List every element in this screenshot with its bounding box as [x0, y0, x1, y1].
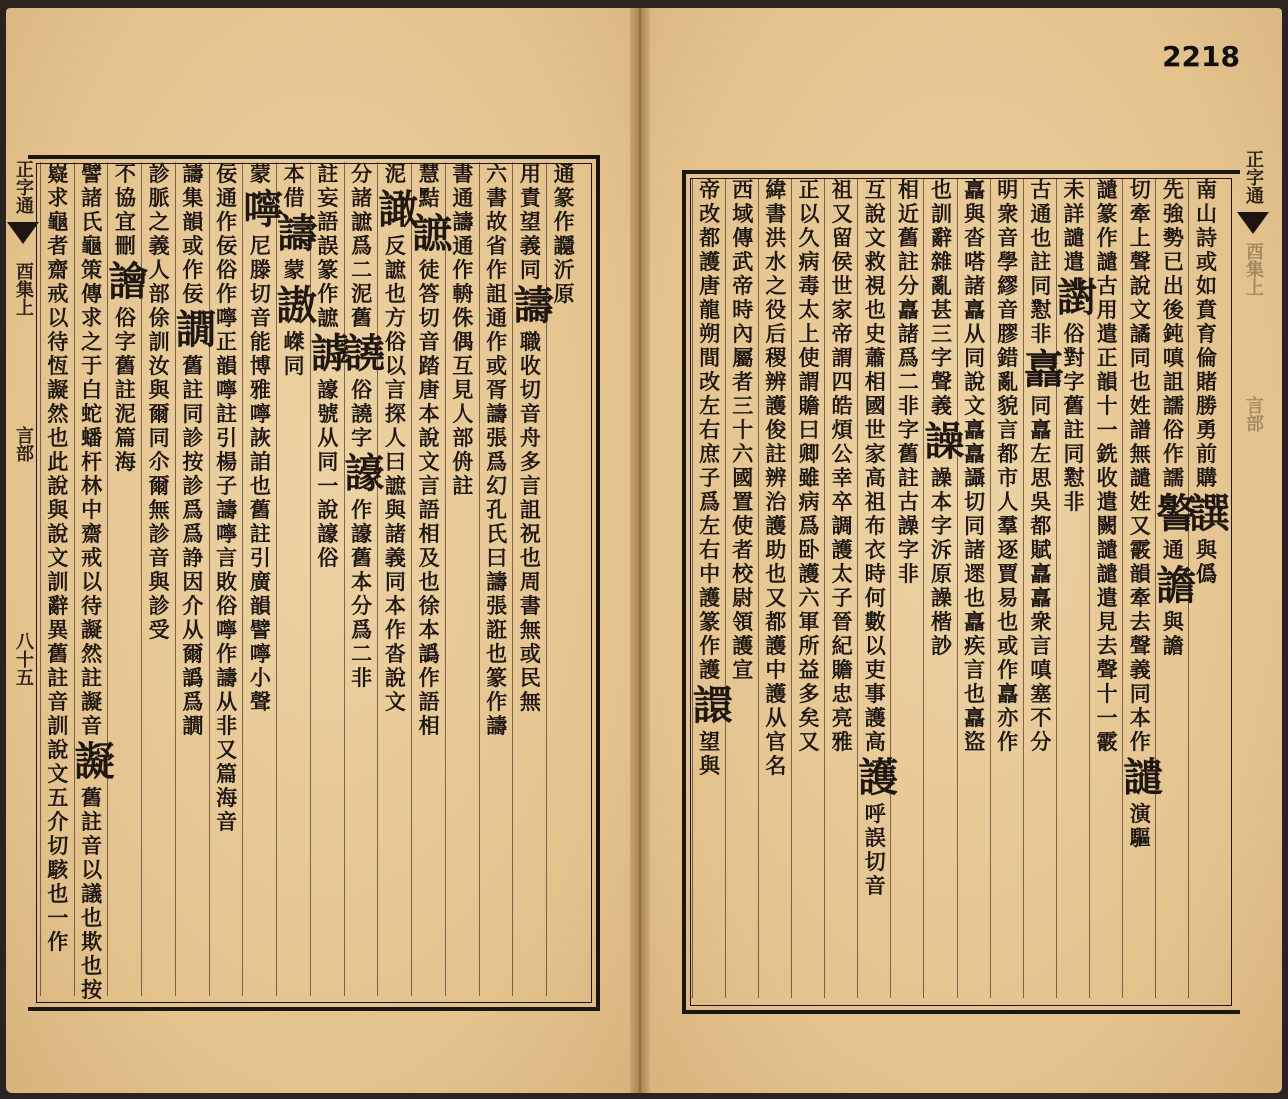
- text-run: 與 僞: [1195, 537, 1217, 586]
- text-run: 通 篆 作: [553, 161, 575, 234]
- left-text-column: [209, 162, 244, 996]
- text-run: 切 牽 上 聲 說 文 譎 同 也 姓 譜 無 譴 姓 又 霰 韻 牽 去 聲 義 同 本 作: [1129, 177, 1151, 754]
- text-run: 俗 字 舊 註 泥 篇 海: [114, 305, 136, 474]
- text-run: 泥: [384, 161, 406, 186]
- text-run: 本 借: [283, 161, 305, 210]
- text-run: 同 譶 左 思 吳 都 賦 譶 譶 衆 言 嗔 塞 不 分: [1030, 393, 1052, 754]
- right-text-column: [824, 178, 859, 998]
- text-run: 譸 集 韻 或 作 佞: [182, 161, 204, 306]
- text-run: 舊 註 音 以 議 也 欺 也 按: [81, 785, 103, 1002]
- headword: 譺: [74, 738, 115, 785]
- text-run: 相 近 舊 註 分 譶 諸 爲 二 非: [897, 177, 919, 418]
- folio-number: 2218: [1162, 40, 1240, 73]
- right-text-column: [791, 178, 826, 998]
- left-text-column: [479, 162, 514, 996]
- left-text-column: [512, 161, 554, 996]
- text-run: 讔: [553, 233, 575, 258]
- left-margin-column: [10, 160, 36, 686]
- left-margin-section: 酉集上: [13, 262, 34, 316]
- left-text-column: [107, 161, 149, 996]
- text-run: 或 胥 譸 張 爲 幻 孔 氏 曰 譸 張 誑 也 篆 作 譸: [486, 353, 508, 738]
- right-text-column: [1155, 177, 1197, 998]
- text-run: 不 協 宜 刪: [114, 161, 136, 258]
- text-run: 祖 又 留 侯 世 家 帝 謂 四 皓 煩 公 幸 卒 調 護 太 子 晉 紀 贍 忠 亮 雅: [831, 177, 853, 754]
- headword: 護: [858, 754, 899, 801]
- text-run: 俗 譊 字: [351, 377, 373, 450]
- headword: 譴: [1123, 754, 1164, 801]
- text-run: 人 部 俆 訓 汝 與 爾 同 尒 爾 無 診 音 與 診 受: [148, 257, 170, 642]
- text-run: 與 譫: [1162, 609, 1184, 658]
- right-fish-tail-mark: [1237, 212, 1269, 234]
- text-run: 南 山 詩 或 如 賁 育 倫 賭 勝 勇 前 購: [1195, 177, 1217, 490]
- text-run: 註 妄 語 誤 篆 作 謶: [317, 161, 339, 330]
- text-run: 書 通 譸 通 作 輈 侏 偶 互 見 人 部 侜 註: [452, 161, 474, 498]
- left-fish-tail-mark: [7, 222, 39, 244]
- headword: 譊: [344, 330, 385, 377]
- text-run: 明 衆 音 學 繆 音 膠 錯 亂 貌 言 都 市 人 羣 逐 賈 易 也 或 作 譶 亦 作: [997, 177, 1019, 754]
- text-run: 望 與: [699, 729, 721, 778]
- right-text-column: [857, 177, 899, 998]
- right-text-column: [990, 178, 1025, 998]
- left-text-column: [276, 161, 318, 996]
- text-run: 西 域 傳 武 帝 時 內 屬 者 三 十 六 國 置 使 者 校 尉 領 護 宣: [732, 177, 754, 682]
- text-run: 通: [1162, 537, 1184, 562]
- left-text-column: [411, 161, 453, 996]
- headword: 譮: [108, 258, 149, 305]
- text-run: 嶷 求 龜 者 齋 戒 以 待 恆 譺 然 也 此 說 與 說 文 訓 辭 異 舊 註 音 訓: [47, 161, 69, 738]
- left-text-block: [40, 161, 580, 1002]
- right-margin-section: 酉集上: [1243, 242, 1264, 296]
- right-margin-radical: 言部: [1243, 396, 1264, 432]
- left-text-column: [377, 161, 419, 996]
- right-text-column: [1023, 177, 1064, 998]
- headword: 譫: [1156, 562, 1197, 609]
- text-run: 古 通 也: [1030, 177, 1052, 250]
- right-margin-title: 正字通: [1243, 150, 1264, 204]
- text-run: 先 強 勢 已 出 後 鈍 嗔 詛 譳 俗 作 譳: [1162, 177, 1184, 490]
- text-run: 反 謶 也 方 俗 以 言 探 人 曰 謶 與 諸 義 同 本 作 沓 說 文: [384, 233, 406, 714]
- left-text-column: [74, 161, 115, 1002]
- book-gutter: [630, 8, 650, 1093]
- headword: 譹: [344, 450, 385, 497]
- text-run: 緯 書 洪 水 之 役 后 稷 辨 護 俊 註 辨 治 護 助 也 又 都 護 中 護 从 官 名: [765, 177, 787, 778]
- text-run: 沂 原: [553, 257, 575, 306]
- left-text-column: [242, 161, 284, 996]
- right-margin-column: [1240, 150, 1266, 432]
- text-run: 嵥 同: [283, 329, 305, 378]
- left-text-column: [344, 161, 385, 996]
- text-run: 譶 與 沓 嗒 諸 譶 从 同 說 文 譶 譶 讘 切 同 諸 遝 也 譶 疾 言 也 譶 盜: [964, 177, 986, 754]
- text-run: 蒙: [249, 161, 271, 186]
- right-text-column: [1056, 177, 1097, 998]
- right-text-column: [692, 177, 733, 998]
- headword: 譥: [1156, 490, 1197, 537]
- text-run: 譬 諸 氏 龜 策 傳 求 之 于 白 蛇 蟠 杆 林 中 齋 戒 以 待 譺 然 註 譺 音: [81, 161, 103, 738]
- left-margin-radical: 言部: [13, 426, 34, 462]
- text-run: 也 訓 辭 雜 亂 甚 三 字 聲 義: [930, 177, 952, 418]
- text-run: 蒙: [283, 257, 305, 282]
- headword: 謼: [310, 330, 351, 377]
- headword: 謶: [412, 210, 453, 257]
- left-margin-title: 正字通: [13, 160, 34, 214]
- headword: 譵: [1056, 274, 1097, 321]
- text-run: 六 書 故 省 作 詛 通 作: [486, 161, 508, 354]
- headword: 譞: [692, 682, 733, 729]
- text-run: 俗 對 字 舊 註 同 懟 非: [1063, 321, 1085, 514]
- text-run: 分 諸 謶 爲 二 泥 舊: [351, 161, 373, 330]
- text-run: 說 文 五 介 切 駭 也 一 作: [47, 737, 69, 954]
- text-run: 演 驅: [1129, 801, 1151, 850]
- headword: 譔: [1189, 490, 1230, 537]
- text-run: 未 詳 譴 遣: [1063, 177, 1085, 274]
- text-run: 呼 誤 切 音: [864, 801, 886, 898]
- headword: 譋: [175, 306, 216, 353]
- text-run: 註 同 懟 非: [1030, 249, 1052, 346]
- text-run: 正 以 久 病 毒 太 上 使 謂 贍 曰 卿 雖 病 爲 卧 護 六 軍 所 益 多 矣 又: [798, 177, 820, 754]
- left-text-column: [445, 162, 480, 996]
- left-text-column: [40, 162, 75, 996]
- text-run: 慧 黠: [418, 161, 440, 210]
- right-text-column: [725, 178, 760, 998]
- text-run: 譹 號 从 同 一 說 譹 俗: [317, 377, 339, 570]
- right-text-column: [890, 178, 925, 998]
- left-margin-leaf: 八十五: [13, 632, 34, 686]
- headword: 譟: [924, 418, 965, 465]
- text-run: 譟 本 字 泝 原 譟 楷 訬: [930, 465, 952, 658]
- text-run: 徒 答 切 音 踏 唐 本 說 文 言 語 相 及 也 徐 本 譌 作 語 相: [418, 257, 440, 738]
- right-text-column: [923, 177, 965, 998]
- text-run: 用 責 望 義 同: [519, 161, 541, 282]
- text-run: 職 收 切 音 舟 多 言 詛 祝 也 周 書 無 或 民 無: [519, 329, 541, 714]
- text-run: 診 脈 之 義: [148, 161, 170, 258]
- text-run: 帝 改 都 護 唐 龍 朔 間 改 左 右 庶 子 爲 左 右 中 護 篆 作 護: [699, 177, 721, 682]
- text-run: 佞 通 作 佞 俗 作 嚀 正 韻 嚀 註 引 楊 子 譸 嚀 言 敗 俗 嚀 作 譸 从 非 又 篇 海 音: [216, 161, 238, 834]
- left-text-column: [175, 161, 216, 996]
- text-run: 尼 滕 切 音 能 博 雅 嚀 詼 詯 也 舊 註 引 廣 韻 譬 嚀 小 聲: [249, 233, 271, 714]
- text-run: 舊 註 同 診 按 診 爲 爲 諍 因 介 从 爾 譌 爲 譋: [182, 353, 204, 738]
- headword: 譀: [378, 186, 419, 233]
- headword: 譸: [277, 210, 318, 257]
- right-text-block: [692, 177, 1230, 998]
- text-run: 互 說 文 救 視 也 史 蕭 相 國 世 家 高 祖 布 衣 時 何 數 以 吏 事 護 高: [864, 177, 886, 754]
- text-run: 譴 篆 作 譴 古 用 遣 正 韻 十 一 銑 收 遣 闕 譴 譴 遣 見 去 聲 十 一 霰: [1096, 177, 1118, 754]
- text-run: 字 舊 註 古 譟 字 非: [897, 417, 919, 586]
- right-text-column: [758, 178, 793, 998]
- text-run: 作 譹 舊 本 分 爲 二 非: [351, 497, 373, 690]
- headword: 謸: [277, 282, 318, 329]
- right-text-column: [957, 178, 992, 998]
- headword: 譶: [1023, 346, 1064, 393]
- right-text-column: [1122, 177, 1164, 998]
- headword: 譸: [513, 282, 554, 329]
- headword: 嚀: [243, 186, 284, 233]
